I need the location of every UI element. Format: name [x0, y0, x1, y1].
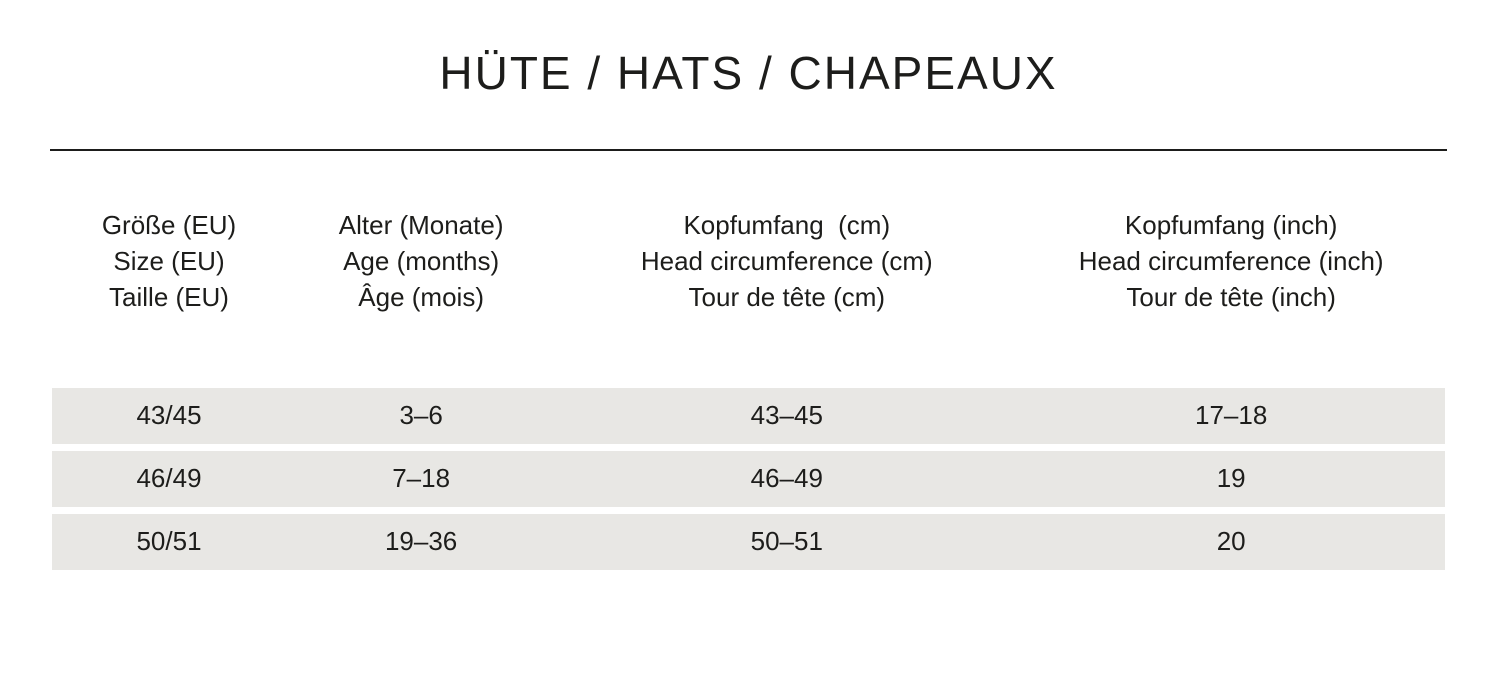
table-cell-circumference-cm: 50–51	[750, 526, 823, 557]
table-cell-age: 19–36	[384, 526, 458, 557]
table-cell-age: 3–6	[399, 400, 443, 431]
header-line-de: Alter (Monate)	[338, 209, 504, 240]
table-cell-size: 46/49	[136, 463, 202, 494]
header-line-en: Size (EU)	[113, 245, 225, 276]
header-line-en: Head circumference (inch)	[1078, 245, 1384, 276]
table-cell-size: 50/51	[136, 526, 202, 557]
header-line-de: Kopfumfang (inch)	[1124, 209, 1338, 240]
column-header-size-eu	[52, 207, 286, 315]
table-header-row	[52, 207, 1445, 315]
size-chart-table	[52, 207, 1445, 570]
header-line-fr: Âge (mois)	[358, 281, 484, 312]
header-line-fr: Tour de tête (inch)	[1126, 281, 1336, 312]
table-cell-size: 43/45	[136, 400, 202, 431]
table-cell-circumference-inch: 19	[1216, 463, 1246, 494]
header-line-en: Head circumference (cm)	[640, 245, 933, 276]
table-cell-circumference-cm: 43–45	[750, 400, 823, 431]
table-row	[52, 451, 1445, 507]
table-row	[52, 514, 1445, 570]
title-divider	[50, 149, 1447, 151]
table-cell-circumference-inch: 17–18	[1194, 400, 1268, 431]
column-header-head-circumference-cm	[556, 207, 1017, 315]
column-header-head-circumference-inch	[1017, 207, 1445, 315]
header-line-fr: Tour de tête (cm)	[688, 281, 886, 312]
table-cell-circumference-cm: 46–49	[750, 463, 823, 494]
header-line-de: Kopfumfang (cm)	[683, 209, 891, 240]
table-body	[52, 388, 1445, 570]
hat-size-chart-page	[0, 48, 1497, 570]
table-cell-age: 7–18	[392, 463, 451, 494]
header-line-en: Age (months)	[343, 245, 500, 276]
table-cell-circumference-inch: 20	[1216, 526, 1246, 557]
header-line-de: Größe (EU)	[101, 209, 237, 240]
column-header-age-months	[286, 207, 556, 315]
table-row	[52, 388, 1445, 444]
header-line-fr: Taille (EU)	[109, 281, 229, 312]
page-title: HÜTE / HATS / CHAPEAUX	[439, 47, 1058, 99]
